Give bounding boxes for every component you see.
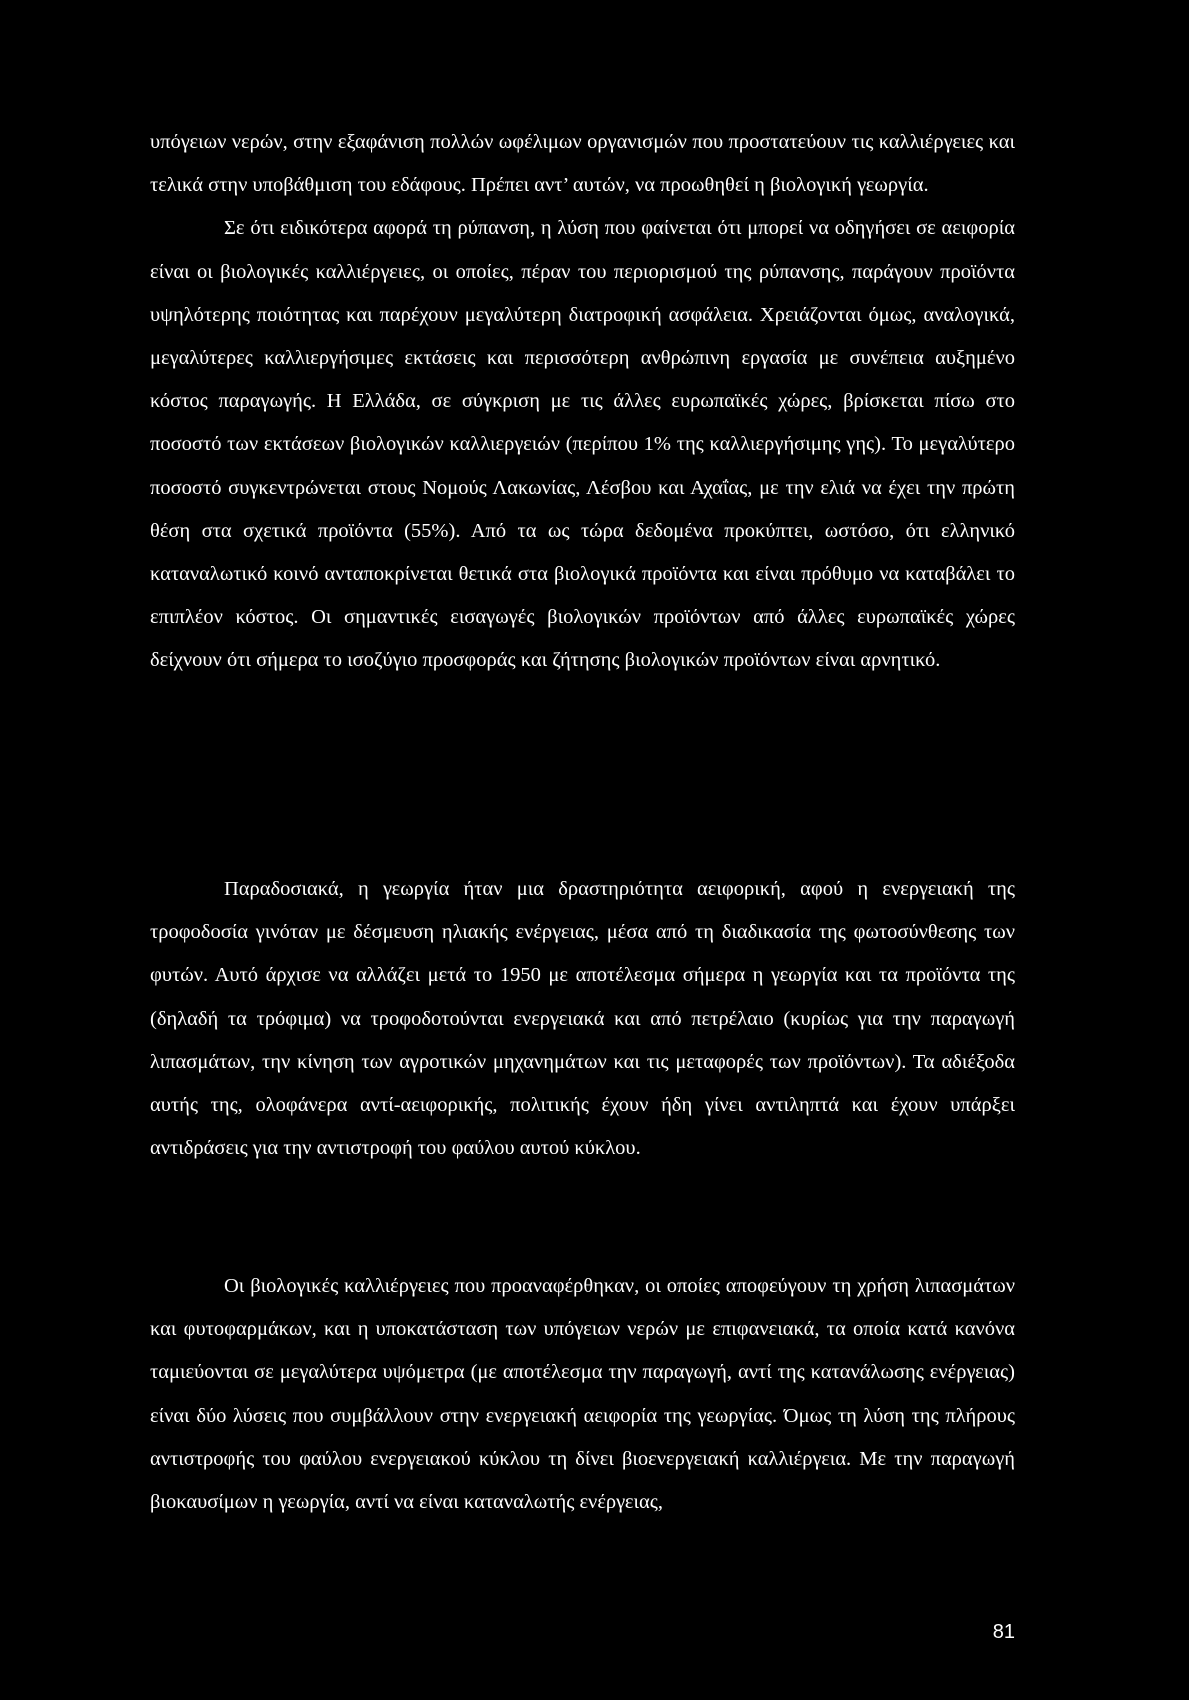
text-block-bottom — [150, 1265, 1015, 1524]
text-block-top — [150, 121, 1015, 683]
page-number: 81 — [992, 1621, 1015, 1643]
text-block-middle — [150, 868, 1015, 1170]
paragraph-pollution: Σε ότι ειδικότερα αφορά τη ρύπανση, η λύση που φαίνεται ότι μπορεί να οδηγήσει σε αειφορία είναι οι βιολογικές καλλιέργειες, οι οποίες, πέραν του περιορισμού της ρύπανσης, παράγουν προϊόντα υψηλότερης ποιότητας και παρέχουν μεγαλύτερη διατροφική ασφάλεια. Χρειάζονται όμως, αναλογικά, μεγαλύτερες καλλιεργήσιμες εκτάσεις και περισσότερη ανθρώπινη εργασία με συνέπεια αυξημένο κόστος παραγωγής. Η Ελλάδα, σε σύγκριση με τις άλλες ευρωπαϊκές χώρες, βρίσκεται πίσω στο ποσοστό των εκτάσεων βιολογικών καλλιεργειών (περίπου 1% της καλλιεργήσιμης γης). Το μεγαλύτερο ποσοστό συγκεντρώνεται στους Νομούς Λακωνίας, Λέσβου και Αχαΐας, με την ελιά να έχει την πρώτη θέση στα σχετικά προϊόντα (55%). Από τα ως τώρα δεδομένα προκύπτει, ωστόσο, ότι ελληνικό καταναλωτικό κοινό ανταποκρίνεται θετικά στα βιολογικά προϊόντα και είναι πρόθυμο να καταβάλει το επιπλέον κόστος. Οι σημαντικές εισαγωγές βιολογικών προϊόντων από άλλες ευρωπαϊκές χώρες δείχνουν ότι σήμερα το ισοζύγιο προσφοράς και ζήτησης βιολογικών προϊόντων είναι αρνητικό. — [150, 217, 1015, 672]
paragraph-continuation: υπόγειων νερών, στην εξαφάνιση πολλών ωφέλιμων οργανισμών που προστατεύουν τις καλλιέργειες και τελικά στην υποβάθμιση του εδάφους. Πρέπει αντ’ αυτών, να προωθηθεί η βιολογική γεωργία. — [150, 131, 1015, 197]
paragraph-organic-farming: Οι βιολογικές καλλιέργειες που προαναφέρθηκαν, οι οποίες αποφεύγουν τη χρήση λιπασμάτων και φυτοφαρμάκων, και η υποκατάσταση των υπόγειων νερών με επιφανειακά, τα οποία κατά κανόνα ταμιεύονται σε μεγαλύτερα υψόμετρα (με αποτέλεσμα την παραγωγή, αντί της κατανάλωσης ενέργειας) είναι δύο λύσεις που συμβάλλουν στην ενεργειακή αειφορία της γεωργίας. Όμως τη λύση της πλήρους αντιστροφής του φαύλου ενεργειακού κύκλου τη δίνει βιοενεργειακή καλλιέργεια. Με την παραγωγή βιοκαυσίμων η γεωργία, αντί να είναι καταναλωτής ενέργειας, — [150, 1275, 1015, 1514]
paragraph-traditional-agriculture: Παραδοσιακά, η γεωργία ήταν μια δραστηριότητα αειφορική, αφού η ενεργειακή της τροφοδοσία γινόταν με δέσμευση ηλιακής ενέργειας, μέσα από τη διαδικασία της φωτοσύνθεσης των φυτών. Αυτό άρχισε να αλλάζει μετά το 1950 με αποτέλεσμα σήμερα η γεωργία και τα προϊόντα της (δηλαδή τα τρόφιμα) να τροφοδοτούνται ενεργειακά και από πετρέλαιο (κυρίως για την παραγωγή λιπασμάτων, την κίνηση των αγροτικών μηχανημάτων και τις μεταφορές των προϊόντων). Τα αδιέξοδα αυτής της, ολοφάνερα αντί-αειφορικής, πολιτικής έχουν ήδη γίνει αντιληπτά και έχουν υπάρξει αντιδράσεις για την αντιστροφή του φαύλου αυτού κύκλου. — [150, 878, 1015, 1160]
